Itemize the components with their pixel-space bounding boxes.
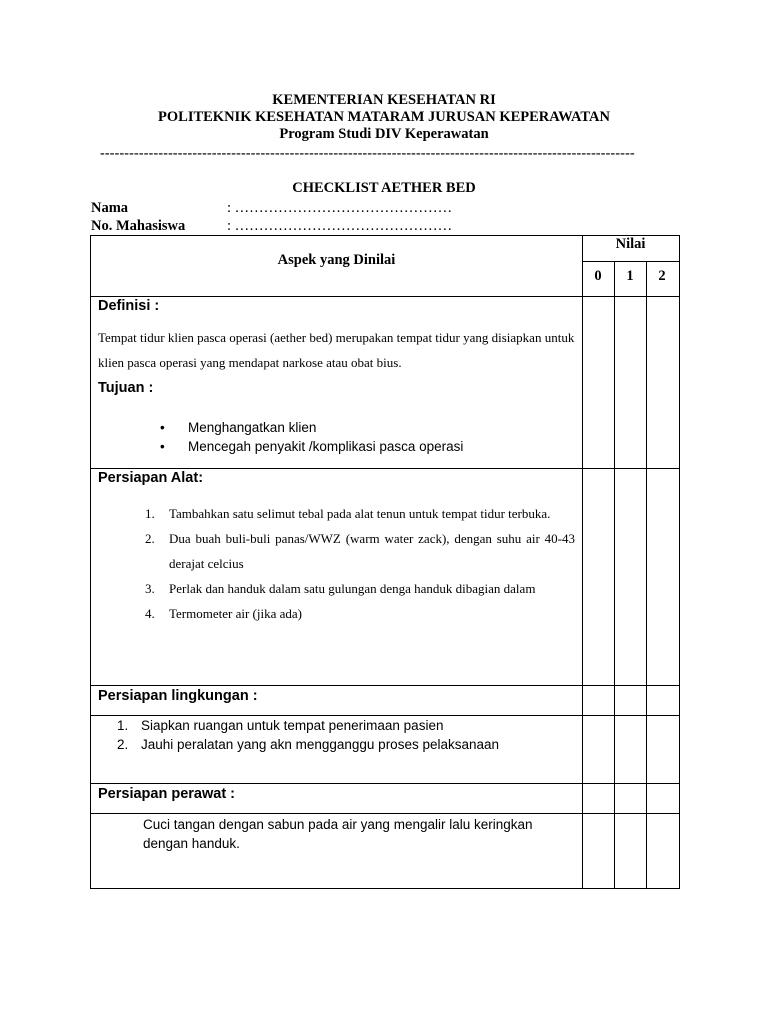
item-number: 2.	[117, 737, 129, 752]
item-number: 1.	[145, 506, 155, 521]
persiapan-lingkungan-list	[117, 716, 499, 754]
field-nim-label: No. Mahasiswa	[91, 218, 186, 234]
item-text: Jauhi peralatan yang akn mengganggu proses pelaksanaan	[141, 737, 500, 752]
list-item	[145, 501, 575, 526]
program-name: Program Studi DIV Keperawatan	[279, 126, 489, 142]
tujuan-list	[160, 418, 463, 456]
score-1-header: 1	[626, 268, 634, 284]
item-number: 4.	[145, 606, 155, 621]
definisi-text: Tempat tidur klien pasca operasi (aether bed) merupakan tempat tidur yang disiapkan untuk klien pasca operasi yang mendapat narkose atau obat bius.	[98, 330, 575, 370]
document-header	[0, 92, 768, 143]
list-item	[145, 601, 575, 626]
list-item	[145, 526, 575, 576]
persiapan-lingkungan-title: Persiapan lingkungan :	[98, 688, 258, 704]
item-number: 1.	[117, 718, 129, 733]
persiapan-perawat-title: Persiapan perawat :	[98, 786, 235, 802]
field-nama-value[interactable]: : ………………………………………	[227, 200, 453, 216]
tujuan-title: Tujuan :	[98, 380, 154, 396]
item-text: Termometer air (jika ada)	[169, 606, 302, 621]
field-nama-label: Nama	[91, 200, 129, 216]
item-text: Dua buah buli-buli panas/WWZ (warm water zack), dengan suhu air 40-43 derajat celcius	[169, 531, 575, 571]
list-item	[145, 576, 575, 601]
item-text: Siapkan ruangan untuk tempat penerimaan pasien	[141, 718, 444, 733]
persiapan-perawat-text: Cuci tangan dengan sabun pada air yang mengalir lalu keringkan dengan handuk.	[143, 817, 533, 851]
list-item: • Menghangatkan klien	[160, 418, 463, 437]
field-nim-value[interactable]: : ………………………………………	[227, 218, 453, 234]
item-number: 3.	[145, 581, 155, 596]
score-column-header: Nilai	[615, 236, 646, 252]
checklist-title: CHECKLIST AETHER BED	[292, 180, 476, 196]
institution-name: POLITEKNIK KESEHATAN MATARAM JURUSAN KEPERAWATAN	[158, 109, 610, 125]
ministry-name: KEMENTERIAN KESEHATAN RI	[272, 92, 496, 108]
list-item	[117, 735, 499, 754]
aspect-column-header: Aspek yang Dinilai	[277, 252, 396, 268]
field-nim	[91, 218, 452, 235]
field-nama	[91, 200, 452, 217]
persiapan-alat-title: Persiapan Alat:	[98, 470, 204, 486]
score-0-header: 0	[594, 268, 602, 284]
item-number: 2.	[145, 531, 155, 546]
definisi-title: Definisi :	[98, 298, 160, 314]
score-2-header: 2	[658, 268, 666, 284]
item-text: Perlak dan handuk dalam satu gulungan denga handuk dibagian dalam	[169, 581, 536, 596]
list-item	[117, 716, 499, 735]
persiapan-alat-list	[145, 501, 575, 626]
header-separator: --------------------------------------------------------------------------------------------------------------	[100, 146, 635, 161]
list-item: • Mencegah penyakit /komplikasi pasca operasi	[160, 437, 463, 456]
item-text: Tambahkan satu selimut tebal pada alat tenun untuk tempat tidur terbuka.	[169, 506, 551, 521]
